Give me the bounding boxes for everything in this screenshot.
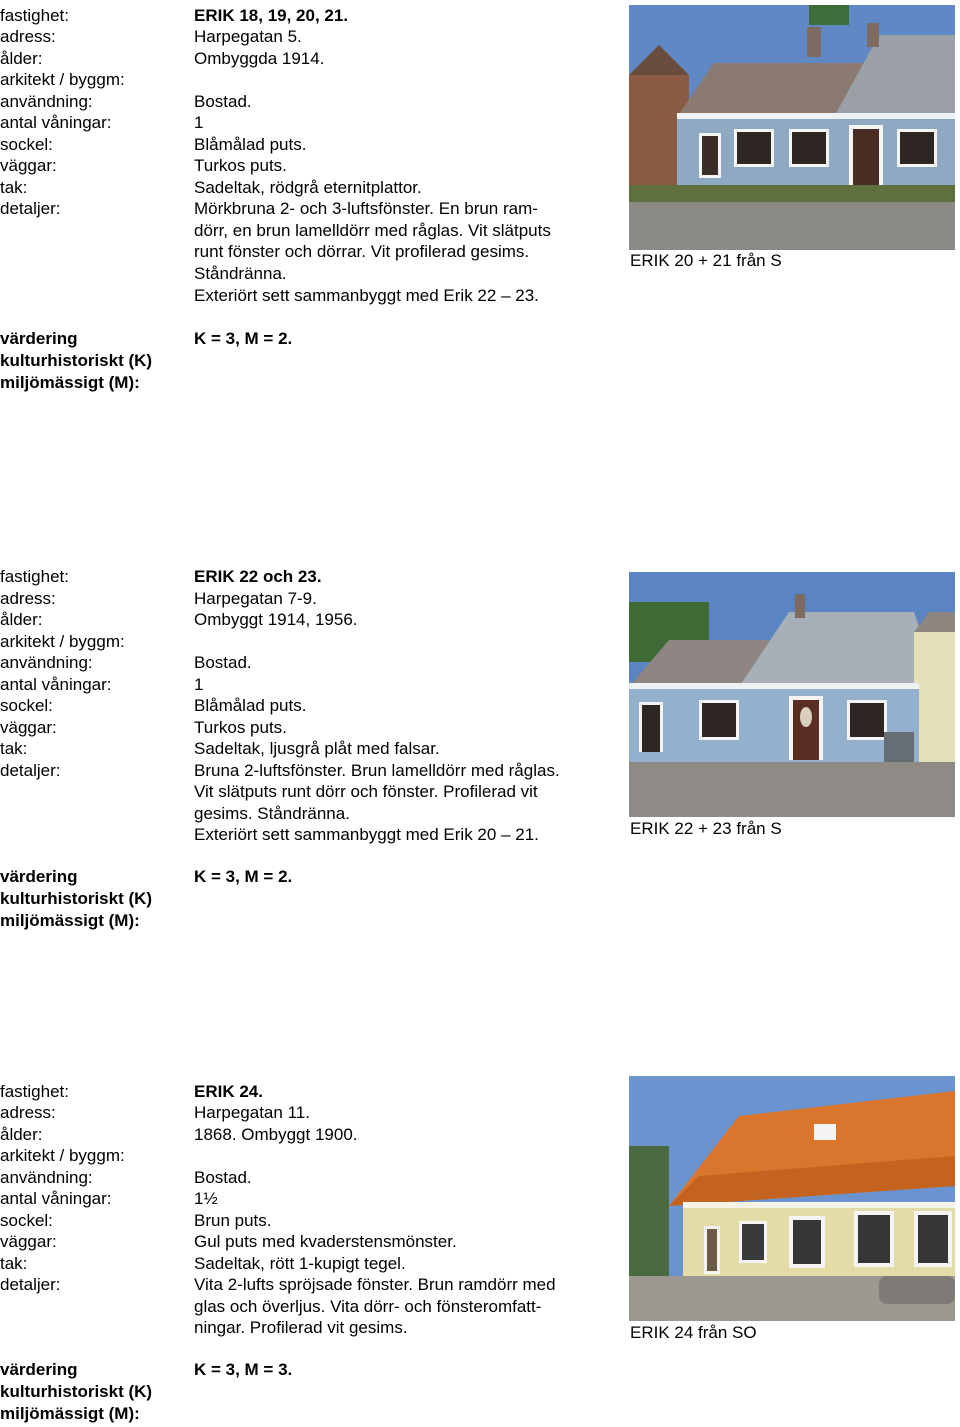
value-detaljer-line-1: Vita 2-lufts spröjsade fönster. Brun ramdörr med bbox=[194, 1275, 556, 1294]
label-alder: ålder: bbox=[0, 1125, 43, 1144]
value-detaljer-line-3: gesims. Ståndränna. bbox=[194, 804, 350, 823]
value-detaljer-line-2: Vit slätputs runt dörr och fönster. Profilerad vit bbox=[194, 782, 538, 801]
label-tak: tak: bbox=[0, 739, 28, 758]
vardering-labels bbox=[0, 866, 152, 932]
label-sockel: sockel: bbox=[0, 696, 53, 715]
value-alder: Ombyggda 1914. bbox=[194, 49, 325, 68]
value-adress: Harpegatan 5. bbox=[194, 27, 302, 46]
label-detaljer: detaljer: bbox=[0, 761, 61, 780]
value-fastighet: ERIK 18, 19, 20, 21. bbox=[194, 6, 349, 25]
value-adress: Harpegatan 11. bbox=[194, 1103, 310, 1122]
value-sockel: Blåmålad puts. bbox=[194, 135, 307, 154]
photo-caption: ERIK 24 från SO bbox=[630, 1323, 757, 1342]
label-miljomassigt: miljömässigt (M): bbox=[0, 373, 140, 392]
label-vaggar: väggar: bbox=[0, 1232, 57, 1251]
value-fastighet: ERIK 24. bbox=[194, 1082, 263, 1101]
value-detaljer-line-5: Exteriört sett sammanbyggt med Erik 22 – 23. bbox=[194, 286, 539, 305]
house-photo-illustration bbox=[629, 5, 955, 250]
value-vaggar: Turkos puts. bbox=[194, 718, 287, 737]
label-vaggar: väggar: bbox=[0, 156, 57, 175]
value-vaningar: 1 bbox=[194, 113, 204, 132]
value-anvandning: Bostad. bbox=[194, 653, 252, 672]
label-vaningar: antal våningar: bbox=[0, 113, 112, 132]
value-detaljer-line-3: runt fönster och dörrar. Vit profilerad gesims. bbox=[194, 242, 530, 261]
value-tak: Sadeltak, rödgrå eternitplattor. bbox=[194, 178, 422, 197]
photo-erik-22-23 bbox=[629, 572, 955, 817]
label-fastighet: fastighet: bbox=[0, 1082, 69, 1101]
value-vardering: K = 3, M = 3. bbox=[194, 1360, 293, 1379]
value-sockel: Brun puts. bbox=[194, 1211, 272, 1230]
value-detaljer-line-4: Exteriört sett sammanbyggt med Erik 20 – 21. bbox=[194, 825, 539, 844]
house-photo-illustration bbox=[629, 572, 955, 817]
label-anvandning: användning: bbox=[0, 92, 93, 111]
vardering-labels bbox=[0, 1359, 152, 1425]
value-vaggar: Turkos puts. bbox=[194, 156, 287, 175]
value-tak: Sadeltak, rött 1-kupigt tegel. bbox=[194, 1254, 406, 1273]
label-kulturhistoriskt: kulturhistoriskt (K) bbox=[0, 1382, 153, 1401]
label-kulturhistoriskt: kulturhistoriskt (K) bbox=[0, 351, 153, 370]
photo-caption: ERIK 20 + 21 från S bbox=[630, 251, 782, 270]
value-alder: Ombyggt 1914, 1956. bbox=[194, 610, 358, 629]
value-anvandning: Bostad. bbox=[194, 1168, 252, 1187]
label-adress: adress: bbox=[0, 589, 56, 608]
label-adress: adress: bbox=[0, 1103, 56, 1122]
photo-erik-20-21 bbox=[629, 5, 955, 250]
label-kulturhistoriskt: kulturhistoriskt (K) bbox=[0, 889, 153, 908]
label-anvandning: användning: bbox=[0, 1168, 93, 1187]
value-vardering: K = 3, M = 2. bbox=[194, 329, 293, 348]
label-vardering: värdering bbox=[0, 329, 78, 348]
value-fastighet: ERIK 22 och 23. bbox=[194, 567, 322, 586]
value-adress: Harpegatan 7-9. bbox=[194, 589, 317, 608]
label-adress: adress: bbox=[0, 27, 56, 46]
value-anvandning: Bostad. bbox=[194, 92, 252, 111]
label-anvandning: användning: bbox=[0, 653, 93, 672]
label-arkitekt: arkitekt / byggm: bbox=[0, 1146, 125, 1165]
label-fastighet: fastighet: bbox=[0, 567, 69, 586]
label-vardering: värdering bbox=[0, 1360, 78, 1379]
label-vaggar: väggar: bbox=[0, 718, 57, 737]
label-vardering: värdering bbox=[0, 867, 78, 886]
label-arkitekt: arkitekt / byggm: bbox=[0, 70, 125, 89]
value-detaljer-line-3: ningar. Profilerad vit gesims. bbox=[194, 1318, 408, 1337]
label-vaningar: antal våningar: bbox=[0, 675, 112, 694]
label-sockel: sockel: bbox=[0, 1211, 53, 1230]
label-tak: tak: bbox=[0, 178, 28, 197]
photo-caption: ERIK 22 + 23 från S bbox=[630, 819, 782, 838]
label-miljomassigt: miljömässigt (M): bbox=[0, 1404, 140, 1423]
label-tak: tak: bbox=[0, 1254, 28, 1273]
property-entry-erik-18-21 bbox=[0, 0, 960, 400]
label-alder: ålder: bbox=[0, 49, 43, 68]
value-alder: 1868. Ombyggt 1900. bbox=[194, 1125, 358, 1144]
value-detaljer-line-2: glas och överljus. Vita dörr- och fönsteromfatt- bbox=[194, 1297, 542, 1316]
label-detaljer: detaljer: bbox=[0, 1275, 61, 1294]
value-detaljer-line-1: Mörkbruna 2- och 3-luftsfönster. En brun ram- bbox=[194, 199, 538, 218]
value-vardering: K = 3, M = 2. bbox=[194, 867, 293, 886]
value-detaljer-line-2: dörr, en brun lamelldörr med råglas. Vit slätputs bbox=[194, 221, 551, 240]
label-detaljer: detaljer: bbox=[0, 199, 61, 218]
value-sockel: Blåmålad puts. bbox=[194, 696, 307, 715]
label-sockel: sockel: bbox=[0, 135, 53, 154]
value-vaningar: 1½ bbox=[194, 1189, 218, 1208]
label-arkitekt: arkitekt / byggm: bbox=[0, 632, 125, 651]
label-vaningar: antal våningar: bbox=[0, 1189, 112, 1208]
photo-erik-24 bbox=[629, 1076, 955, 1321]
value-tak: Sadeltak, ljusgrå plåt med falsar. bbox=[194, 739, 440, 758]
value-detaljer-line-4: Ståndränna. bbox=[194, 264, 287, 283]
label-fastighet: fastighet: bbox=[0, 6, 69, 25]
value-detaljer-line-1: Bruna 2-luftsfönster. Brun lamelldörr med råglas. bbox=[194, 761, 560, 780]
vardering-labels bbox=[0, 328, 152, 394]
value-vaningar: 1 bbox=[194, 675, 204, 694]
house-photo-illustration bbox=[629, 1076, 955, 1321]
label-miljomassigt: miljömässigt (M): bbox=[0, 911, 140, 930]
label-alder: ålder: bbox=[0, 610, 43, 629]
value-vaggar: Gul puts med kvaderstensmönster. bbox=[194, 1232, 457, 1251]
